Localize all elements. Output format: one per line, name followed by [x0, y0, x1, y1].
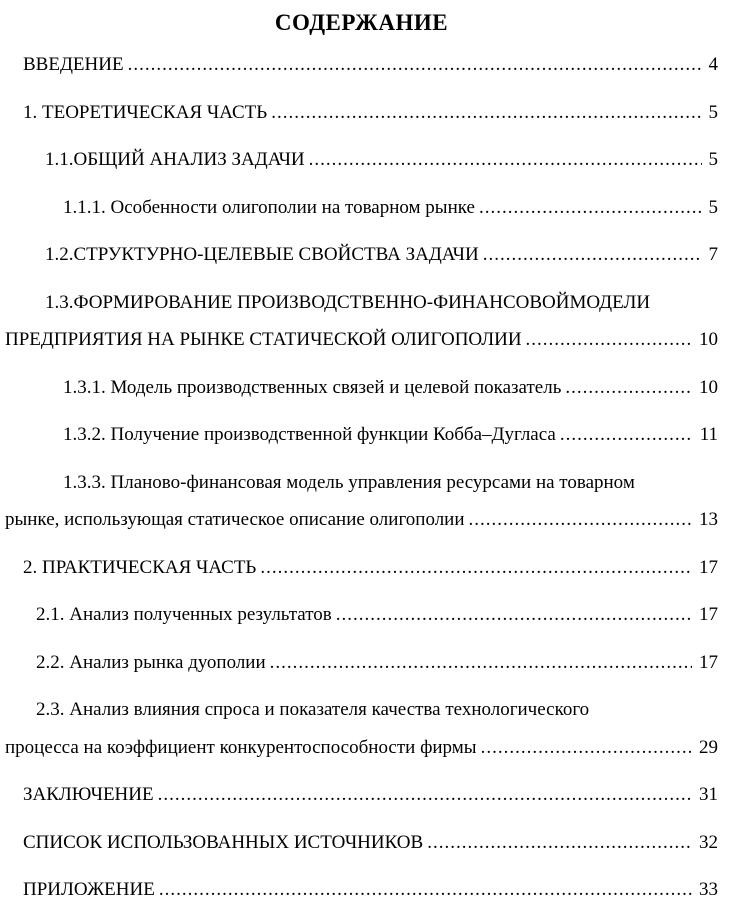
- toc-entry-text: 2.2. Анализ рынка дуополии: [36, 651, 266, 673]
- toc-entry-continuation: [5, 501, 718, 539]
- toc-entry-text: 1.3.ФОРМИРОВАНИЕ ПРОИЗВОДСТВЕННО-ФИНАНСОВОЙМОДЕЛИ: [45, 291, 651, 313]
- toc-entry-text: 2.1. Анализ полученных результатов: [36, 604, 332, 625]
- dot-leader: [158, 776, 692, 814]
- dot-leader: [526, 321, 692, 359]
- toc-entry: [5, 691, 718, 729]
- toc-page-number: 17: [699, 556, 718, 578]
- toc-entry-text: процесса на коэффициент конкурентоспособности фирмы: [5, 736, 477, 758]
- toc-entry-continuation: [5, 729, 718, 767]
- dot-leader: [260, 549, 692, 587]
- dot-leader: [565, 369, 692, 407]
- toc-page-number: 10: [699, 329, 718, 350]
- toc-entry-text: 1.3.1. Модель производственных связей и целевой показатель: [63, 376, 562, 398]
- toc-page-number: 5: [708, 101, 718, 123]
- dot-leader: [128, 46, 702, 84]
- toc-entry-text: 1.1.1. Особенности олигополии на товарном рынке: [63, 196, 475, 218]
- dot-leader: [271, 94, 701, 132]
- toc-page-number: 7: [708, 244, 718, 265]
- toc-entry: [5, 596, 718, 634]
- toc-page-number: 10: [699, 376, 718, 398]
- toc-page-number: 5: [708, 149, 718, 170]
- toc-entry-text: 2. ПРАКТИЧЕСКАЯ ЧАСТЬ: [23, 556, 257, 578]
- dot-leader: [270, 644, 692, 682]
- toc-entry-text: 1.3.3. Планово-финансовая модель управления ресурсами на товарном: [63, 471, 635, 493]
- toc-entry-text: 1. ТЕОРЕТИЧЕСКАЯ ЧАСТЬ: [23, 101, 268, 123]
- toc-page-number: 11: [699, 424, 718, 445]
- dot-leader: [481, 729, 692, 767]
- dot-leader: [427, 824, 692, 862]
- toc-entry: [5, 416, 718, 454]
- toc-page-number: 13: [699, 509, 718, 530]
- table-of-contents: [5, 46, 718, 909]
- toc-entry-text: ВВЕДЕНИЕ: [23, 54, 124, 75]
- toc-entry-text: СПИСОК ИСПОЛЬЗОВАННЫХ ИСТОЧНИКОВ: [23, 831, 424, 853]
- dot-leader: [469, 501, 692, 539]
- toc-entry: [5, 141, 718, 179]
- toc-entry: [5, 824, 718, 862]
- toc-entry-text: 2.3. Анализ влияния спроса и показателя качества технологического: [36, 699, 590, 720]
- toc-entry-text: ПРИЛОЖЕНИЕ: [23, 879, 155, 900]
- toc-entry: [5, 189, 718, 227]
- toc-entry-text: рынке, использующая статическое описание олигополии: [5, 509, 465, 530]
- toc-entry-text: ПРЕДПРИЯТИЯ НА РЫНКЕ СТАТИЧЕСКОЙ ОЛИГОПОЛИИ: [5, 329, 522, 350]
- dot-leader: [483, 236, 702, 274]
- toc-page-number: 29: [699, 736, 718, 758]
- toc-entry: [5, 46, 718, 84]
- toc-entry: [5, 464, 718, 502]
- toc-page-number: 17: [699, 604, 718, 625]
- toc-entry-text: ЗАКЛЮЧЕНИЕ: [23, 784, 154, 805]
- toc-entry: [5, 369, 718, 407]
- toc-entry: [5, 236, 718, 274]
- dot-leader: [309, 141, 702, 179]
- toc-page-number: 32: [699, 831, 718, 853]
- page-title: СОДЕРЖАНИЕ: [274, 10, 449, 35]
- toc-entry-text: 1.2.СТРУКТУРНО-ЦЕЛЕВЫЕ СВОЙСТВА ЗАДАЧИ: [45, 244, 479, 265]
- toc-entry-continuation: [5, 321, 718, 359]
- toc-entry-text: 1.1.ОБЩИЙ АНАЛИЗ ЗАДАЧИ: [45, 149, 305, 170]
- toc-entry: [5, 549, 718, 587]
- toc-entry: [5, 284, 718, 322]
- toc-page-number: 5: [708, 196, 718, 218]
- dot-leader: [336, 596, 692, 634]
- toc-page-number: 17: [699, 651, 718, 673]
- dot-leader: [560, 416, 693, 454]
- toc-entry-text: 1.3.2. Получение производственной функции Кобба–Дугласа: [63, 424, 556, 445]
- toc-page-number: 4: [708, 54, 718, 75]
- toc-entry: [5, 644, 718, 682]
- toc-page-number: 31: [699, 784, 718, 805]
- dot-leader: [479, 189, 702, 227]
- toc-entry: [5, 776, 718, 814]
- toc-page-number: 33: [699, 879, 718, 900]
- toc-entry: [5, 94, 718, 132]
